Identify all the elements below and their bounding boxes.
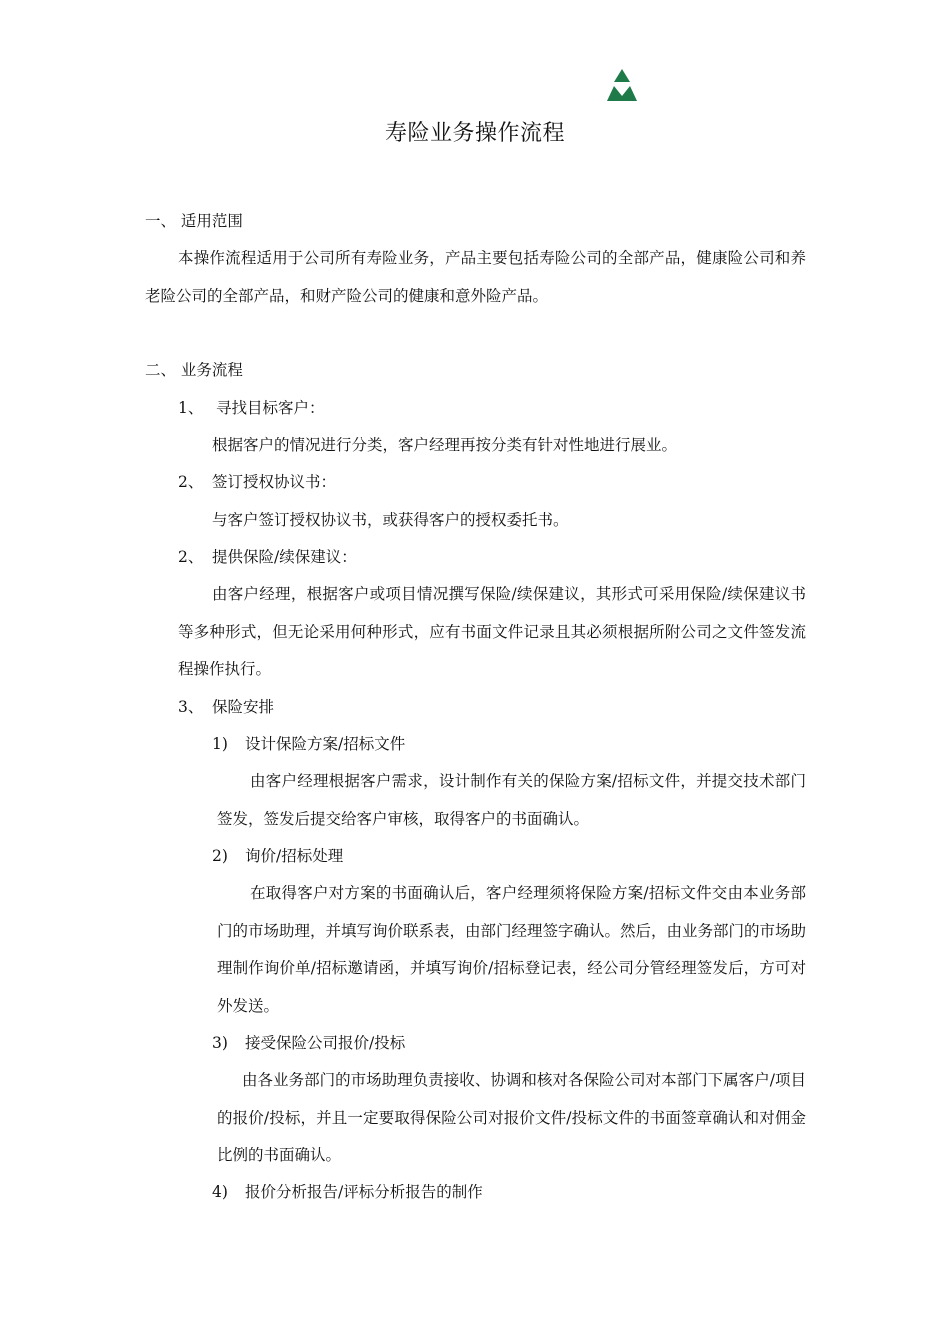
- substep-heading: [212, 1032, 405, 1054]
- substep-label: 报价分析报告/评标分析报告的制作: [245, 1183, 483, 1201]
- step-body: 与客户签订授权协议书，或获得客户的授权委托书。: [212, 511, 569, 529]
- step-label: 寻找目标客户：: [216, 399, 325, 417]
- step-heading: [178, 397, 325, 419]
- section-heading-process: 二、 业务流程: [145, 361, 243, 379]
- substep-number: 3): [212, 1034, 228, 1052]
- step-body: 由客户经理，根据客户或项目情况撰写保险/续保建议，其形式可采用保险/续保建议书等多种形式，但无论采用何种形式，应有书面文件记录且其必须根据所附公司之文件签发流程操作执行。: [178, 585, 806, 678]
- section-body-scope: 本操作流程适用于公司所有寿险业务，产品主要包括寿险公司的全部产品，健康险公司和养老险公司的全部产品，和财产险公司的健康和意外险产品。: [145, 249, 806, 305]
- step-number: 1、: [178, 399, 204, 417]
- step-number: 3、: [178, 698, 204, 716]
- substep-number: 2): [212, 847, 228, 865]
- substep-label: 询价/招标处理: [245, 847, 344, 865]
- substep-number: 4): [212, 1183, 228, 1201]
- substep-heading: [212, 1181, 483, 1203]
- step-heading: [178, 546, 357, 568]
- step-label: 签订授权协议书：: [212, 473, 337, 491]
- step-heading: [178, 696, 274, 718]
- substep-number: 1): [212, 735, 228, 753]
- step-heading: [178, 471, 336, 493]
- document-title: 寿险业务操作流程: [384, 121, 565, 146]
- step-body: 根据客户的情况进行分类，客户经理再按分类有针对性地进行展业。: [212, 436, 678, 454]
- step-number: 2、: [178, 548, 204, 566]
- step-label: 提供保险/续保建议：: [212, 548, 357, 566]
- company-logo-icon: [605, 68, 639, 102]
- substep-heading: [212, 845, 343, 867]
- substep-body: 在取得客户对方案的书面确认后，客户经理须将保险方案/招标文件交由本业务部门的市场助理，并填写询价联系表，由部门经理签字确认。然后，由业务部门的市场助理制作询价单/招标邀请函，并填写询价/招标登记表，经公司分管经理签发后，方可对外发送。: [217, 884, 807, 1015]
- substep-label: 接受保险公司报价/投标: [245, 1034, 406, 1052]
- step-number: 2、: [178, 473, 204, 491]
- substep-body: 由各业务部门的市场助理负责接收、协调和核对各保险公司对本部门下属客户/项目的报价/投标，并且一定要取得保险公司对报价文件/投标文件的书面签章确认和对佣金比例的书面确认。: [217, 1071, 806, 1164]
- substep-label: 设计保险方案/招标文件: [245, 735, 406, 753]
- step-label: 保险安排: [212, 698, 275, 716]
- substep-body: 由客户经理根据客户需求，设计制作有关的保险方案/招标文件，并提交技术部门签发，签发后提交给客户审核，取得客户的书面确认。: [217, 772, 806, 828]
- section-heading-scope: 一、 适用范围: [145, 212, 243, 230]
- substep-heading: [212, 733, 405, 755]
